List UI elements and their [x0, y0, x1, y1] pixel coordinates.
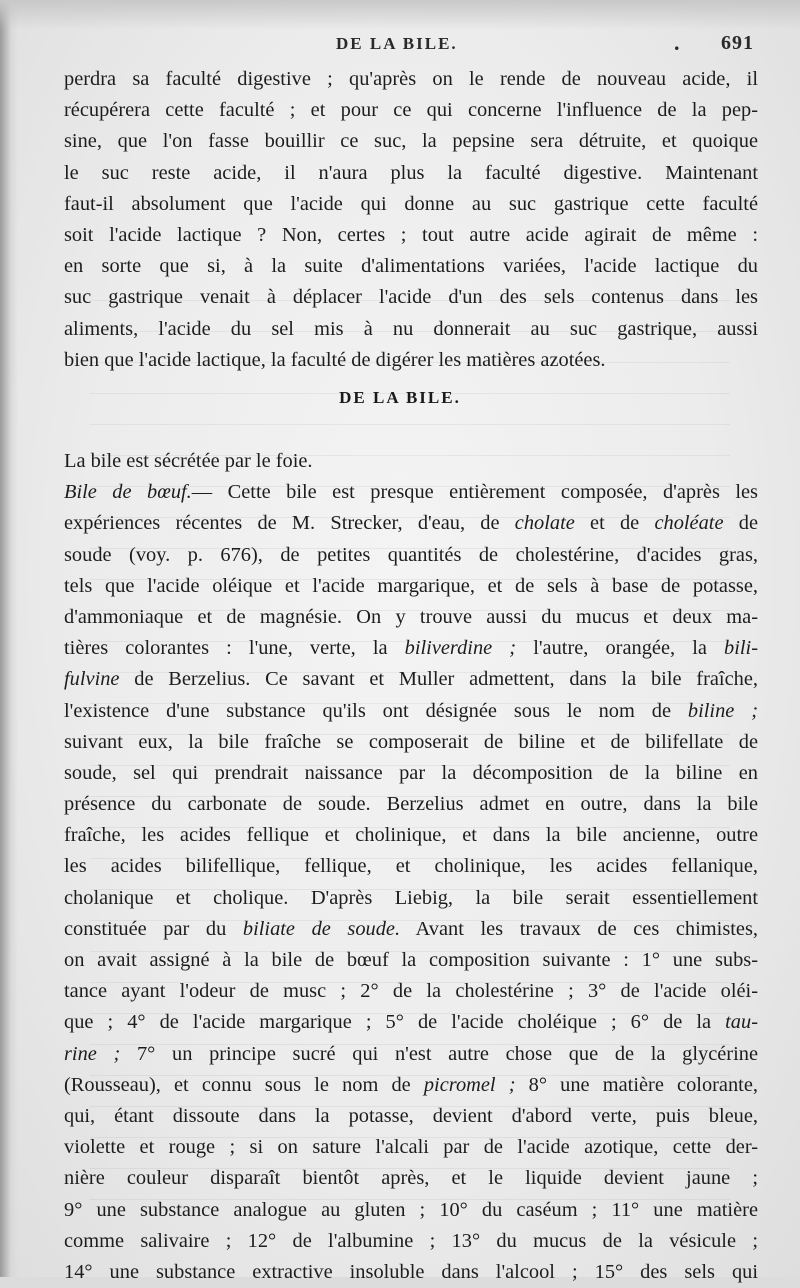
- text-line: [64, 851, 758, 882]
- text-line: [64, 446, 758, 477]
- text-run: d'ammoniaque et de magnésie. On y trouve aussi du mucus et deux ma-: [64, 605, 758, 628]
- text-run: présence du carbonate de soude. Berzelius admet en outre, dans la bile: [64, 793, 758, 816]
- text-line: sine, que l'on fasse bouillir ce suc, la pepsine sera détruite, et quoique: [64, 130, 758, 153]
- italic-run: choléate: [654, 512, 724, 535]
- text-run: — Cette bile est presque entièrement composée, d'après les: [191, 481, 758, 504]
- text-run: La bile est sécrétée par le foie.: [64, 450, 313, 472]
- text-run: de: [723, 512, 758, 535]
- text-line: suc gastrique venait à déplacer l'acide d'un des sels contenus dans les: [64, 286, 758, 309]
- header-dot: .: [674, 30, 680, 55]
- text-run: Avant les travaux de ces chimistes,: [400, 917, 758, 940]
- text-run: (Rousseau), et connu sous le nom de: [64, 1073, 424, 1096]
- text-run: soude, sel qui prendrait naissance par la décomposition de la biline en: [64, 761, 758, 784]
- text-run: l'autre, orangée, la: [516, 637, 725, 660]
- text-run: 9° une substance analogue au gluten ; 10° du caséum ; 11° une matière: [64, 1198, 758, 1221]
- text-line: [64, 883, 758, 914]
- text-line: [64, 1070, 758, 1101]
- italic-run: cholate: [514, 512, 575, 535]
- text-run: tières colorantes : l'une, verte, la: [64, 637, 405, 660]
- text-run: violette et rouge ; si on sature l'alcali par de l'acide azotique, cette der-: [64, 1136, 758, 1159]
- text-run: constituée par du: [64, 917, 243, 940]
- text-line: soit l'acide lactique ? Non, certes ; tout autre acide agirait de même :: [64, 223, 758, 246]
- italic-run: tau-: [725, 1011, 758, 1034]
- page-top-shadow: [0, 0, 800, 30]
- text-line: [64, 477, 758, 508]
- text-run: suivant eux, la bile fraîche se composerait de biline et de bilifellate de: [64, 730, 758, 753]
- text-line: [64, 914, 758, 945]
- italic-run: rine ;: [64, 1042, 121, 1065]
- text-line: [64, 1226, 758, 1257]
- page-number: 691: [721, 32, 754, 54]
- italic-run: biliverdine ;: [404, 637, 517, 660]
- text-line: le suc reste acide, il n'aura plus la faculté digestive. Maintenant: [64, 161, 758, 184]
- section-body: [64, 446, 758, 1288]
- text-run: tance ayant l'odeur de musc ; 2° de la cholestérine ; 3° de l'acide oléi-: [64, 980, 758, 1003]
- page-spine-shadow: [0, 0, 18, 1277]
- text-line: [64, 664, 758, 695]
- text-line: aliments, l'acide du sel mis à nu donnerait au suc gastrique, aussi: [64, 317, 758, 340]
- text-line: [64, 1163, 758, 1194]
- text-run: on avait assigné à la bile de bœuf la composition suivante : 1° une subs-: [64, 949, 758, 971]
- text-run: 7° un principe sucré qui n'est autre chose que de la glycérine: [120, 1042, 758, 1065]
- text-line: [64, 789, 758, 820]
- text-line: faut-il absolument que l'acide qui donne au suc gastrique cette faculté: [64, 192, 758, 215]
- italic-run: picromel ;: [423, 1073, 516, 1096]
- text-run: que ; 4° de l'acide margarique ; 5° de l'acide choléique ; 6° de la: [64, 1011, 726, 1034]
- text-line: perdra sa faculté digestive ; qu'après on le rende de nouveau acide, il: [64, 68, 758, 90]
- text-line: [64, 508, 758, 539]
- text-run: nière couleur disparaît bientôt après, et le liquide devient jaune ;: [64, 1167, 758, 1190]
- text-run: l'existence d'une substance qu'ils ont désignée sous le nom de: [64, 699, 688, 722]
- text-line: [64, 758, 758, 789]
- text-line: en sorte que si, à la suite d'alimentations variées, l'acide lactique du: [64, 255, 758, 278]
- running-head: DE LA BILE.: [336, 34, 458, 53]
- section-title: DE LA BILE.: [339, 388, 461, 407]
- italic-run: biline ;: [687, 699, 759, 722]
- text-run: et de: [574, 512, 655, 535]
- text-run: de Berzelius. Ce savant et Muller admettent, dans la bile fraîche,: [119, 668, 758, 691]
- text-run: 8° une matière colorante,: [515, 1073, 758, 1096]
- page-header: [64, 32, 756, 60]
- text-run: soude (voy. p. 676), de petites quantités de cholestérine, d'acides gras,: [64, 543, 758, 566]
- top-paragraph: [64, 64, 758, 376]
- text-line: [64, 602, 758, 633]
- text-line: [64, 1257, 758, 1288]
- italic-run: fulvine: [64, 668, 120, 691]
- text-run: qui, étant dissoute dans la potasse, devient d'abord verte, puis bleue,: [64, 1104, 758, 1127]
- italic-run: Bile de bœuf.: [64, 481, 192, 504]
- text-run: fraîche, les acides fellique et cholinique, et dans la bile ancienne, outre: [64, 824, 758, 847]
- italic-run: biliate de soude.: [242, 917, 401, 940]
- text-line: [64, 1039, 758, 1070]
- text-line: [64, 1101, 758, 1132]
- text-run: expériences récentes de M. Strecker, d'eau, de: [64, 512, 515, 535]
- text-line: [64, 540, 758, 571]
- text-run: tels que l'acide oléique et l'acide margarique, et de sels à base de potasse,: [64, 574, 758, 597]
- text-line: bien que l'acide lactique, la faculté de digérer les matières azotées.: [64, 348, 606, 371]
- text-run: 14° une substance extractive insoluble dans l'alcool ; 15° des sels qui: [64, 1260, 758, 1283]
- text-line: [64, 1007, 758, 1038]
- text-line: [64, 571, 758, 602]
- italic-run: bili-: [724, 637, 759, 660]
- text-run: cholanique et cholique. D'après Liebig, la bile serait essentiellement: [64, 886, 758, 909]
- text-line: [64, 1132, 758, 1163]
- text-line: [64, 945, 758, 976]
- text-line: [64, 820, 758, 851]
- text-line: [64, 696, 758, 727]
- text-line: [64, 976, 758, 1007]
- text-line: récupérera cette faculté ; et pour ce qui concerne l'influence de la pep-: [64, 99, 758, 122]
- text-run: les acides bilifellique, fellique, et cholinique, les acides fellanique,: [64, 855, 758, 878]
- text-line: [64, 633, 758, 664]
- text-line: [64, 1195, 758, 1226]
- text-line: [64, 727, 758, 758]
- text-run: comme salivaire ; 12° de l'albumine ; 13° du mucus de la vésicule ;: [64, 1229, 758, 1252]
